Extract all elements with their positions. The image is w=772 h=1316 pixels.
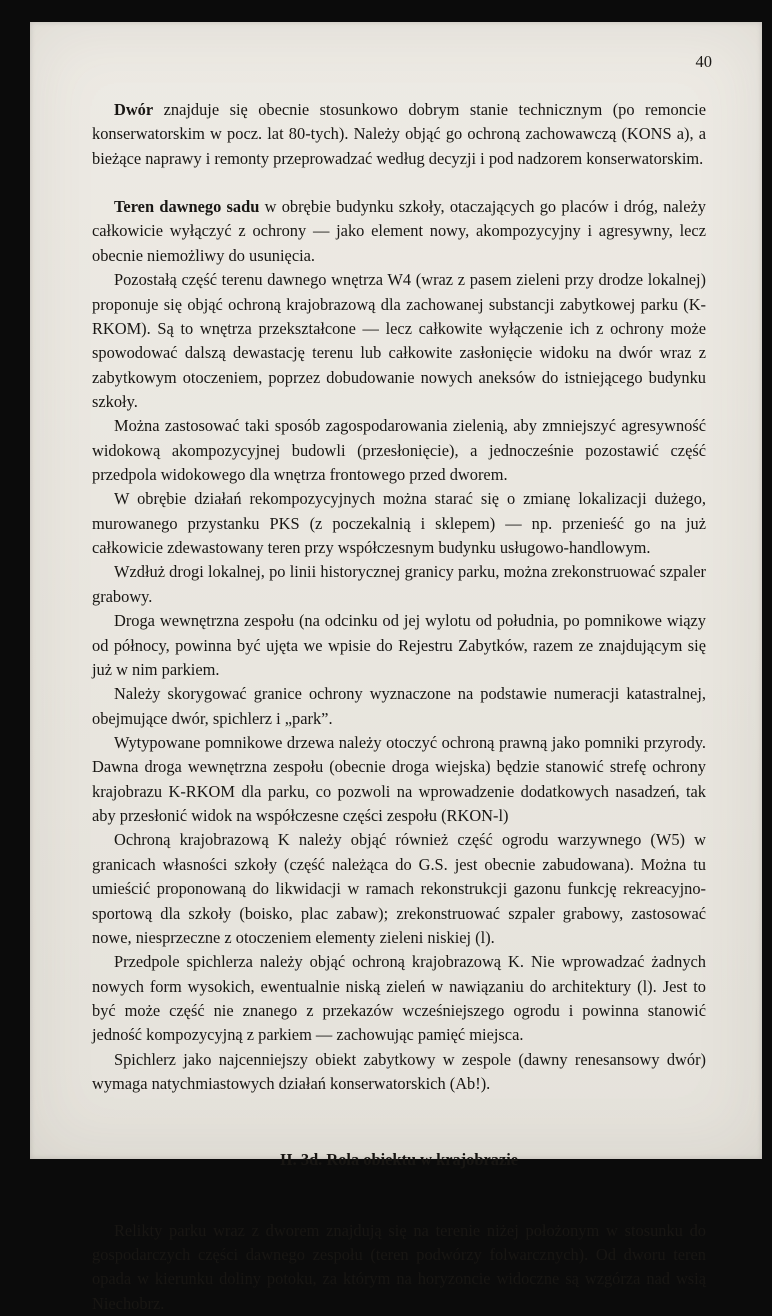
paragraph-text: Wytypowane pomnikowe drzewa należy otoczyć ochroną prawną jako pomniki przyrody. Dawna droga wewnętrzna zespołu (obecnie droga wiejska) będzie stanowić strefę ochrony krajobrazu K-RKOM dla parku, co pozwoli na wprowadzenie dodatkowych nasadzeń, tak aby przesłonić widok na współczesne części zespołu (RKON-l)	[92, 732, 706, 826]
paragraph-text: w obrębie budynku szkoły, otaczających go placów i dróg, należy całkowicie wyłączyć z ochrony — jako element nowy, akompozycyjny i agresywny, lecz obecnie niemożliwy do usunięcia.	[92, 197, 706, 265]
paragraph-lead: Dwór	[114, 100, 154, 119]
paragraph	[92, 1219, 706, 1316]
paragraph-text: W obrębie działań rekompozycyjnych można starać się o zmianę lokalizacji dużego, murowanego przystanku PKS (z poczekalnią i sklepem) — np. przenieść go na już całkowicie zdewastowany teren przy współczesnym budynku usługowo-handlowym.	[92, 489, 706, 558]
paragraph-text: Wzdłuż drogi lokalnej, po linii historycznej granicy parku, można zrekonstruować szpaler grabowy.	[92, 562, 706, 606]
paragraph-text: Relikty parku wraz z dworem znajdują się na terenie niżej położonym w stosunku do gospodarczych części dawnego zespołu (teren podwórzy folwarcznych). Od dworu teren opada w kierunku doliny potoku, za którym na horyzoncie widoczne są wzgórza nad wsią Niechobrz.	[92, 1220, 706, 1313]
scanned-page	[30, 22, 762, 1313]
section-heading: II. 3d. Rola obiektu w krajobrazie	[279, 1150, 519, 1170]
paragraph-text: Przedpole spichlerza należy objąć ochroną krajobrazową K. Nie wprowadzać żadnych nowych form wysokich, ewentualnie niską zieleń w nawiązaniu do architektury (l). Jest to być może część nie znanego z przekazów wcześniejszego ogrodu i powinna stanowić jedność kompozycyjną z parkiem — zachowując pamięć miejsca.	[92, 952, 706, 1045]
paragraph	[92, 414, 706, 487]
paragraph	[92, 487, 706, 560]
paragraph-lead: Teren dawnego sadu	[114, 197, 260, 217]
paragraph	[92, 195, 706, 268]
paragraph-text: Pozostałą część terenu dawnego wnętrza W4 (wraz z pasem zieleni przy drodze lokalnej) proponuje się objąć ochroną krajobrazową dla zachowanej substancji zabytkowej parku (K-RKOM). Są to wnętrza przekształcone — lecz całkowite wyłączenie ich z ochrony może spowodować dalszą dewastację terenu lub całkowite zasłonięcie widoku na dwór wraz z zabytkowym otoczeniem, poprzez dobudowanie nowych aneksów do istniejącego budynku szkoły.	[92, 270, 706, 411]
paragraph	[92, 950, 706, 1047]
paragraph-text: Droga wewnętrzna zespołu (na odcinku od jej wylotu od południa, po pomnikowe wiązy od północy, powinna być ujęta we wpisie do Rejestru Zabytków, razem ze znajdującym się już w nim parkiem.	[92, 611, 706, 679]
paragraph	[92, 98, 706, 171]
paragraph	[92, 731, 706, 828]
paragraph	[92, 268, 706, 414]
document-body	[92, 98, 706, 1316]
paragraph	[92, 609, 706, 682]
paragraph	[92, 560, 706, 609]
paragraph-text: Należy skorygować granice ochrony wyznaczone na podstawie numeracji katastralnej, obejmujące dwór, spichlerz i „park”.	[92, 684, 706, 728]
paragraph	[92, 682, 706, 731]
paragraph-text: Można zastosować taki sposób zagospodarowania zielenią, aby zmniejszyć agresywność widokową akompozycyjnej budowli (przesłonięcie), a jednocześnie pozostawić część przedpola widokowego dla wnętrza frontowego przed dworem.	[92, 416, 706, 485]
paragraph	[92, 828, 706, 950]
paragraph-text: Spichlerz jako najcenniejszy obiekt zabytkowy w zespole (dawny renesansowy dwór) wymaga natychmiastowych działań konserwatorskich (Ab!).	[92, 1049, 706, 1094]
paragraph	[92, 1048, 706, 1097]
paragraph-text: znajduje się obecnie stosunkowo dobrym stanie technicznym (po remoncie konserwatorskim w pocz. lat 80-tych). Należy objąć go ochroną zachowawczą (KONS a), a bieżące naprawy i remonty przeprowadzać według decyzji i pod nadzorem konserwatorskim.	[92, 100, 706, 168]
paragraph-text: Ochroną krajobrazową K należy objąć również część ogrodu warzywnego (W5) w granicach własności szkoły (część należąca do G.S. jest obecnie zabudowana). Można tu umieścić proponowaną do likwidacji w ramach rekonstrukcji gazonu funkcję rekreacyjno-sportową dla szkoły (boisko, plac zabaw); zrekonstruować szpaler grabowy, zastosować nowe, niesprzeczne z otoczeniem elementy zieleni niskiej (l).	[92, 830, 706, 947]
page-number: 40	[695, 52, 712, 71]
